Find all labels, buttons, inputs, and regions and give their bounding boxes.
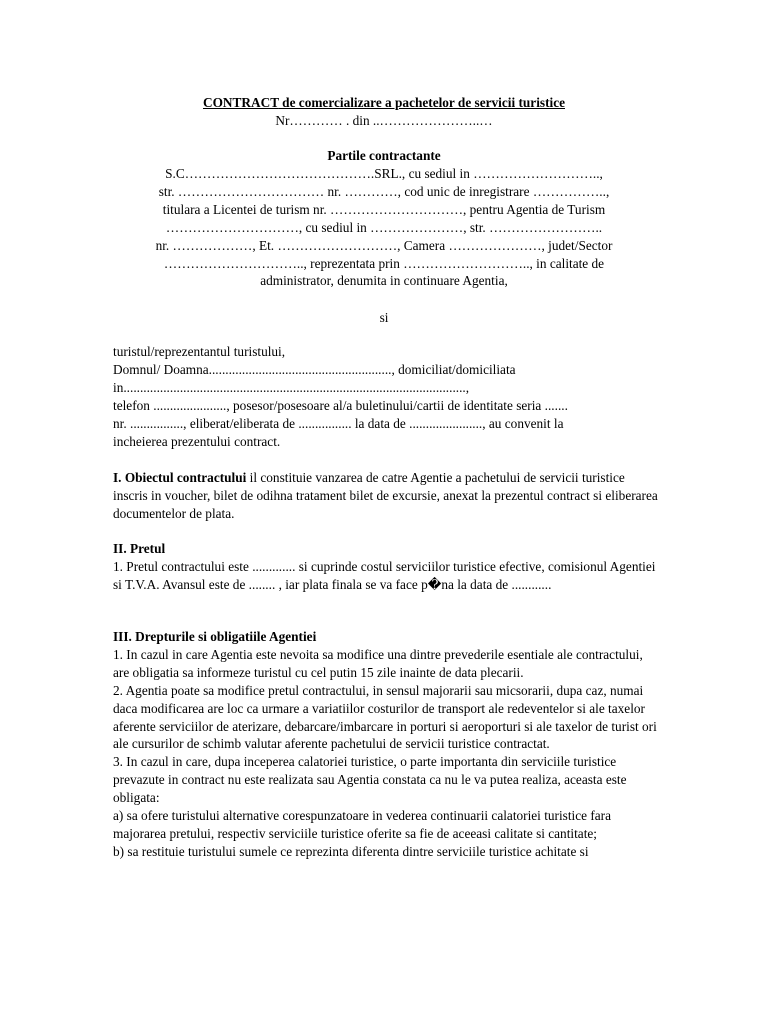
- section-object-text: il constituie vanzarea de catre Agentie a pachetului de servicii turistice inscris in voucher, bilet de odihna tratament bilet de excursie, anexat la prezentul contract si eliberarea documentelor de plata.: [113, 470, 658, 521]
- agency-line: administrator, denumita in continuare Agentia,: [260, 273, 508, 289]
- agency-details: [110, 165, 658, 290]
- tourist-line: turistul/reprezentantul turistului,: [113, 344, 286, 359]
- tourist-line: incheierea prezentului contract.: [113, 433, 281, 449]
- agency-line: titulara a Licentei de turism nr. …………………………, pentru Agentia de Turism: [162, 201, 606, 217]
- contract-title: [110, 94, 658, 112]
- contract-number-line: Nr………… . din ..…………………..…: [275, 113, 493, 128]
- tourist-line: nr. ................, eliberat/eliberata de ................ la data de ......................, au convenit la: [113, 415, 564, 431]
- title-text: de comercializare a pachetelor de servicii turistice: [278, 95, 565, 110]
- paragraph: b) sa restituie turistului sumele ce reprezinta diferenta dintre serviciile turistice achitate si: [113, 843, 589, 859]
- section-object: [113, 469, 658, 523]
- parties-heading: Partile contractante: [327, 148, 441, 163]
- title-keyword: CONTRACT: [202, 95, 279, 110]
- paragraph: 3. In cazul in care, dupa inceperea calatoriei turistice, o parte importanta din serviciile turistice prevazute in contract nu este realizata sau Agentia constata ca nu le va putea realiza, aceasta este obligata:: [113, 754, 627, 806]
- tourist-details: [113, 343, 658, 450]
- tourist-line: Domnul/ Doamna......................................................., domiciliat/domiciliata: [113, 361, 516, 377]
- tourist-line: in.......................................................................................................,: [113, 379, 470, 395]
- section-price-text: 1. Pretul contractului este ............. si cuprinde costul serviciilor turistice efective, comisionul Agentiei si T.V.A. Avansul este de ........ , iar plata finala se va face p�na la data de ............: [113, 558, 656, 592]
- conjunction-and: si: [379, 310, 389, 325]
- paragraph: 1. In cazul in care Agentia este nevoita sa modifice una dintre prevederile esentiale ale contractului, are obligatia sa informeze turistul cu cel putin 15 zile inainte de data plecarii.: [113, 646, 643, 680]
- section-object-heading: I. Obiectul contractului: [113, 470, 247, 485]
- agency-line: nr. ………………, Et. ………………………, Camera …………………, judet/Sector: [155, 237, 613, 253]
- section-price-heading: II. Pretul: [113, 541, 166, 556]
- agency-line: …………………………, cu sediul in …………………, str. ……………………..: [165, 219, 603, 235]
- agency-line: str. …………………………… nr. …………, cod unic de inregistrare ……………..,: [158, 183, 610, 199]
- agency-line: ………………………….., reprezentata prin ……………………….., in calitate de: [163, 255, 605, 271]
- section-agency-obligations: [113, 628, 658, 861]
- paragraph: a) sa ofere turistului alternative corespunzatoare in vederea continuarii calatoriei turistice fara majorarea pretului, respectiv serviciile turistice oferite sa fie de aceeasi calitate si cantitate;: [113, 808, 612, 841]
- section-price: [113, 540, 658, 594]
- tourist-line: telefon ......................, posesor/posesoare al/a buletinului/cartii de identitate seria .......: [113, 397, 568, 413]
- paragraph: 2. Agentia poate sa modifice pretul contractului, in sensul majorarii sau micsorarii, dupa caz, numai daca modificarea are loc ca urmare a variatiilor costurilor de transport ale redeventelor si ale taxelor aferente serviciilor de aterizare, debarcare/imbarcare in porturi si aeroporturi si ale taxelor de turist ori ale cursurilor de schimb valutar aferente pachetului de servicii turistice contractat.: [113, 682, 657, 752]
- section-agency-heading: III. Drepturile si obligatiile Agentiei: [113, 629, 317, 644]
- agency-line: S.C…………………………………….SRL., cu sediul in ………………………..,: [165, 166, 603, 181]
